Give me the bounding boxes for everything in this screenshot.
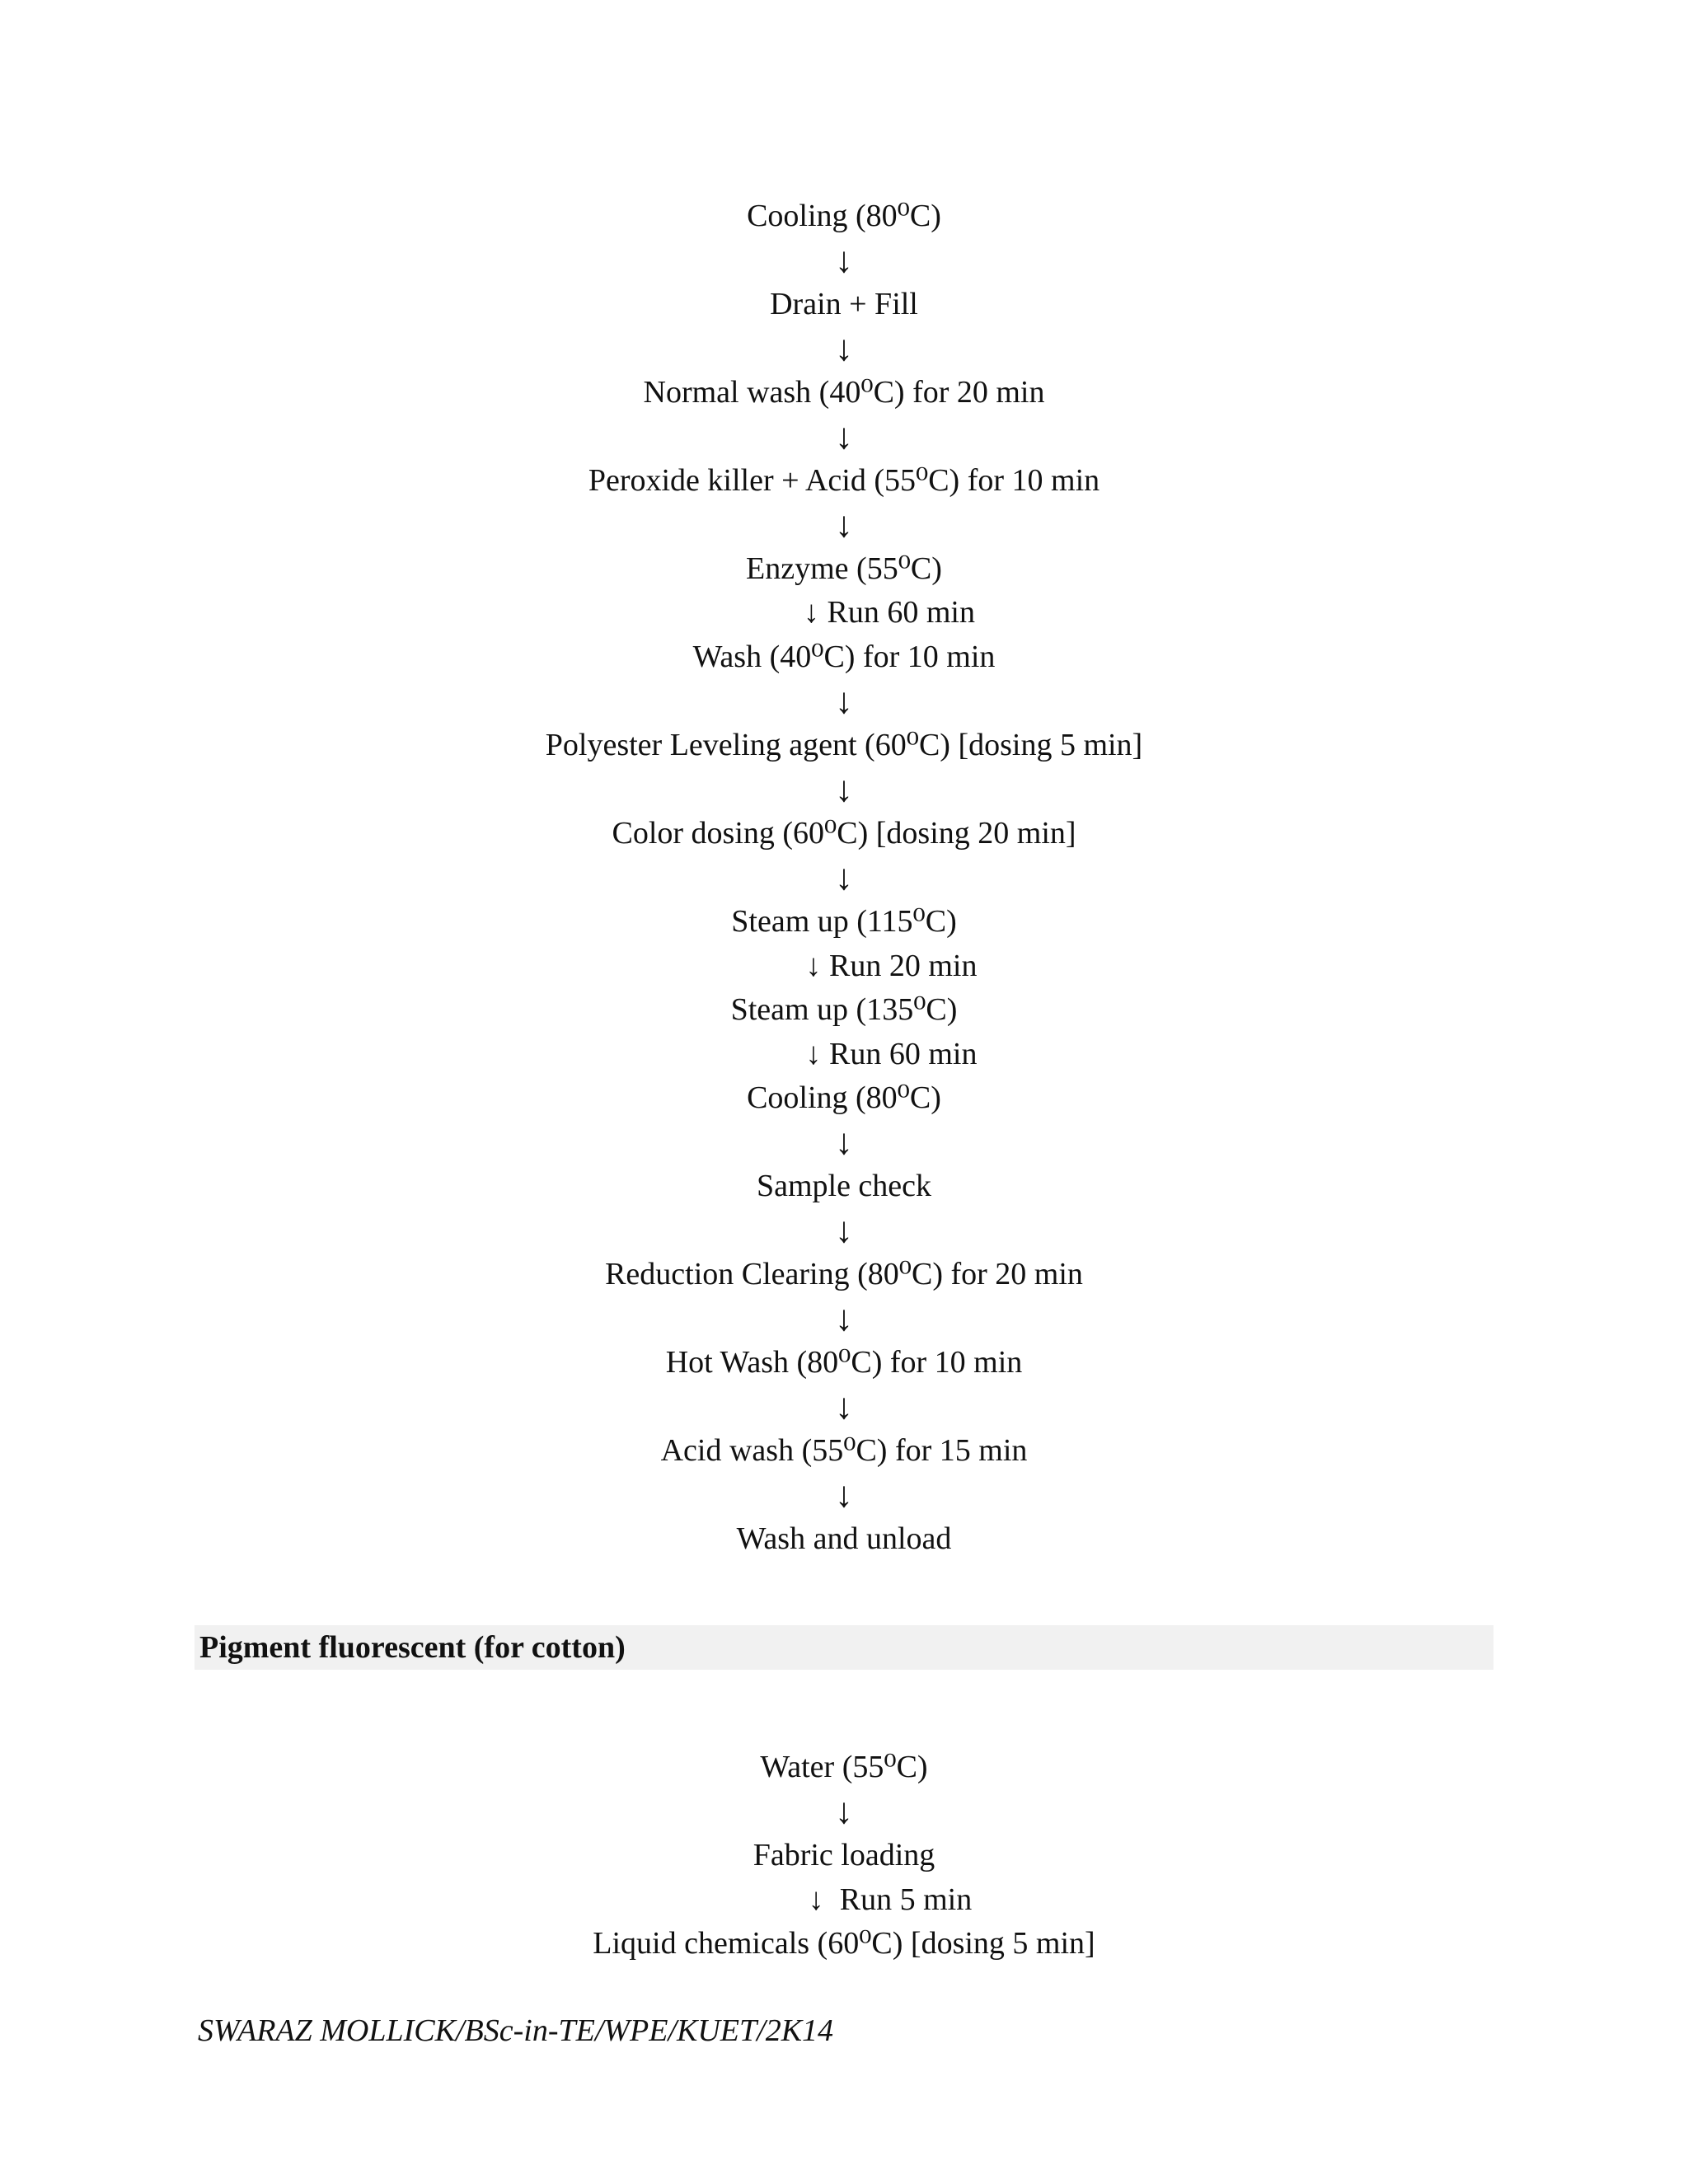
down-arrow-icon: ↓	[835, 1386, 853, 1427]
flow-step-fabric-loading: Fabric loading	[753, 1838, 935, 1872]
flow-step-liquid-chemicals: Liquid chemicals (60⁰C) [dosing 5 min]	[593, 1926, 1095, 1961]
flow-step-sample-check: Sample check	[756, 1169, 932, 1203]
down-arrow-icon: ↓	[835, 1210, 853, 1250]
down-arrow-icon: ↓	[835, 328, 853, 368]
flow-step-cooling-80: Cooling (80⁰C)	[747, 199, 941, 233]
flow-step-acid-wash: Acid wash (55⁰C) for 15 min	[660, 1433, 1028, 1468]
flow-step-wash-unload: Wash and unload	[736, 1521, 952, 1556]
flow-step-peroxide-killer: Peroxide killer + Acid (55⁰C) for 10 min	[588, 463, 1100, 498]
flow-step-reduction-clearing: Reduction Clearing (80⁰C) for 20 min	[605, 1257, 1083, 1291]
flow-step-steam-up-115: Steam up (115⁰C)	[731, 904, 957, 939]
down-arrow-icon: ↓	[835, 416, 853, 457]
flow-note-run-60: ↓ Run 60 min	[804, 595, 975, 630]
down-arrow-icon: ↓	[835, 857, 853, 898]
flow-step-hot-wash: Hot Wash (80⁰C) for 10 min	[665, 1345, 1023, 1380]
down-arrow-icon: ↓	[835, 1122, 853, 1162]
flow-step-enzyme: Enzyme (55⁰C)	[746, 551, 942, 586]
page-footer: SWARAZ MOLLICK/BSc-in-TE/WPE/KUET/2K14	[198, 2013, 834, 2048]
down-arrow-icon: ↓	[835, 1298, 853, 1338]
flow-step-drain-fill: Drain + Fill	[770, 287, 918, 321]
flow-step-leveling-agent: Polyester Leveling agent (60⁰C) [dosing 5 min]	[545, 728, 1143, 762]
flow-note-run-5: ↓ Run 5 min	[808, 1882, 973, 1917]
down-arrow-icon: ↓	[835, 504, 853, 545]
flow-step-normal-wash: Normal wash (40⁰C) for 20 min	[643, 375, 1045, 410]
flow-note-run-20: ↓ Run 20 min	[805, 949, 978, 983]
flow-note-run-60b: ↓ Run 60 min	[805, 1037, 978, 1071]
down-arrow-icon: ↓	[835, 1791, 853, 1831]
down-arrow-icon: ↓	[835, 681, 853, 721]
down-arrow-icon: ↓	[835, 769, 853, 809]
down-arrow-icon: ↓	[835, 1474, 853, 1515]
section-heading: Pigment fluorescent (for cotton)	[199, 1630, 626, 1665]
flow-step-steam-up-135: Steam up (135⁰C)	[730, 992, 958, 1027]
flow-step-color-dosing: Color dosing (60⁰C) [dosing 20 min]	[612, 816, 1076, 851]
flow-step-cooling-80b: Cooling (80⁰C)	[747, 1080, 941, 1115]
down-arrow-icon: ↓	[835, 240, 853, 280]
flow-step-wash-40: Wash (40⁰C) for 10 min	[692, 640, 996, 674]
flow-step-water-55: Water (55⁰C)	[760, 1750, 928, 1784]
